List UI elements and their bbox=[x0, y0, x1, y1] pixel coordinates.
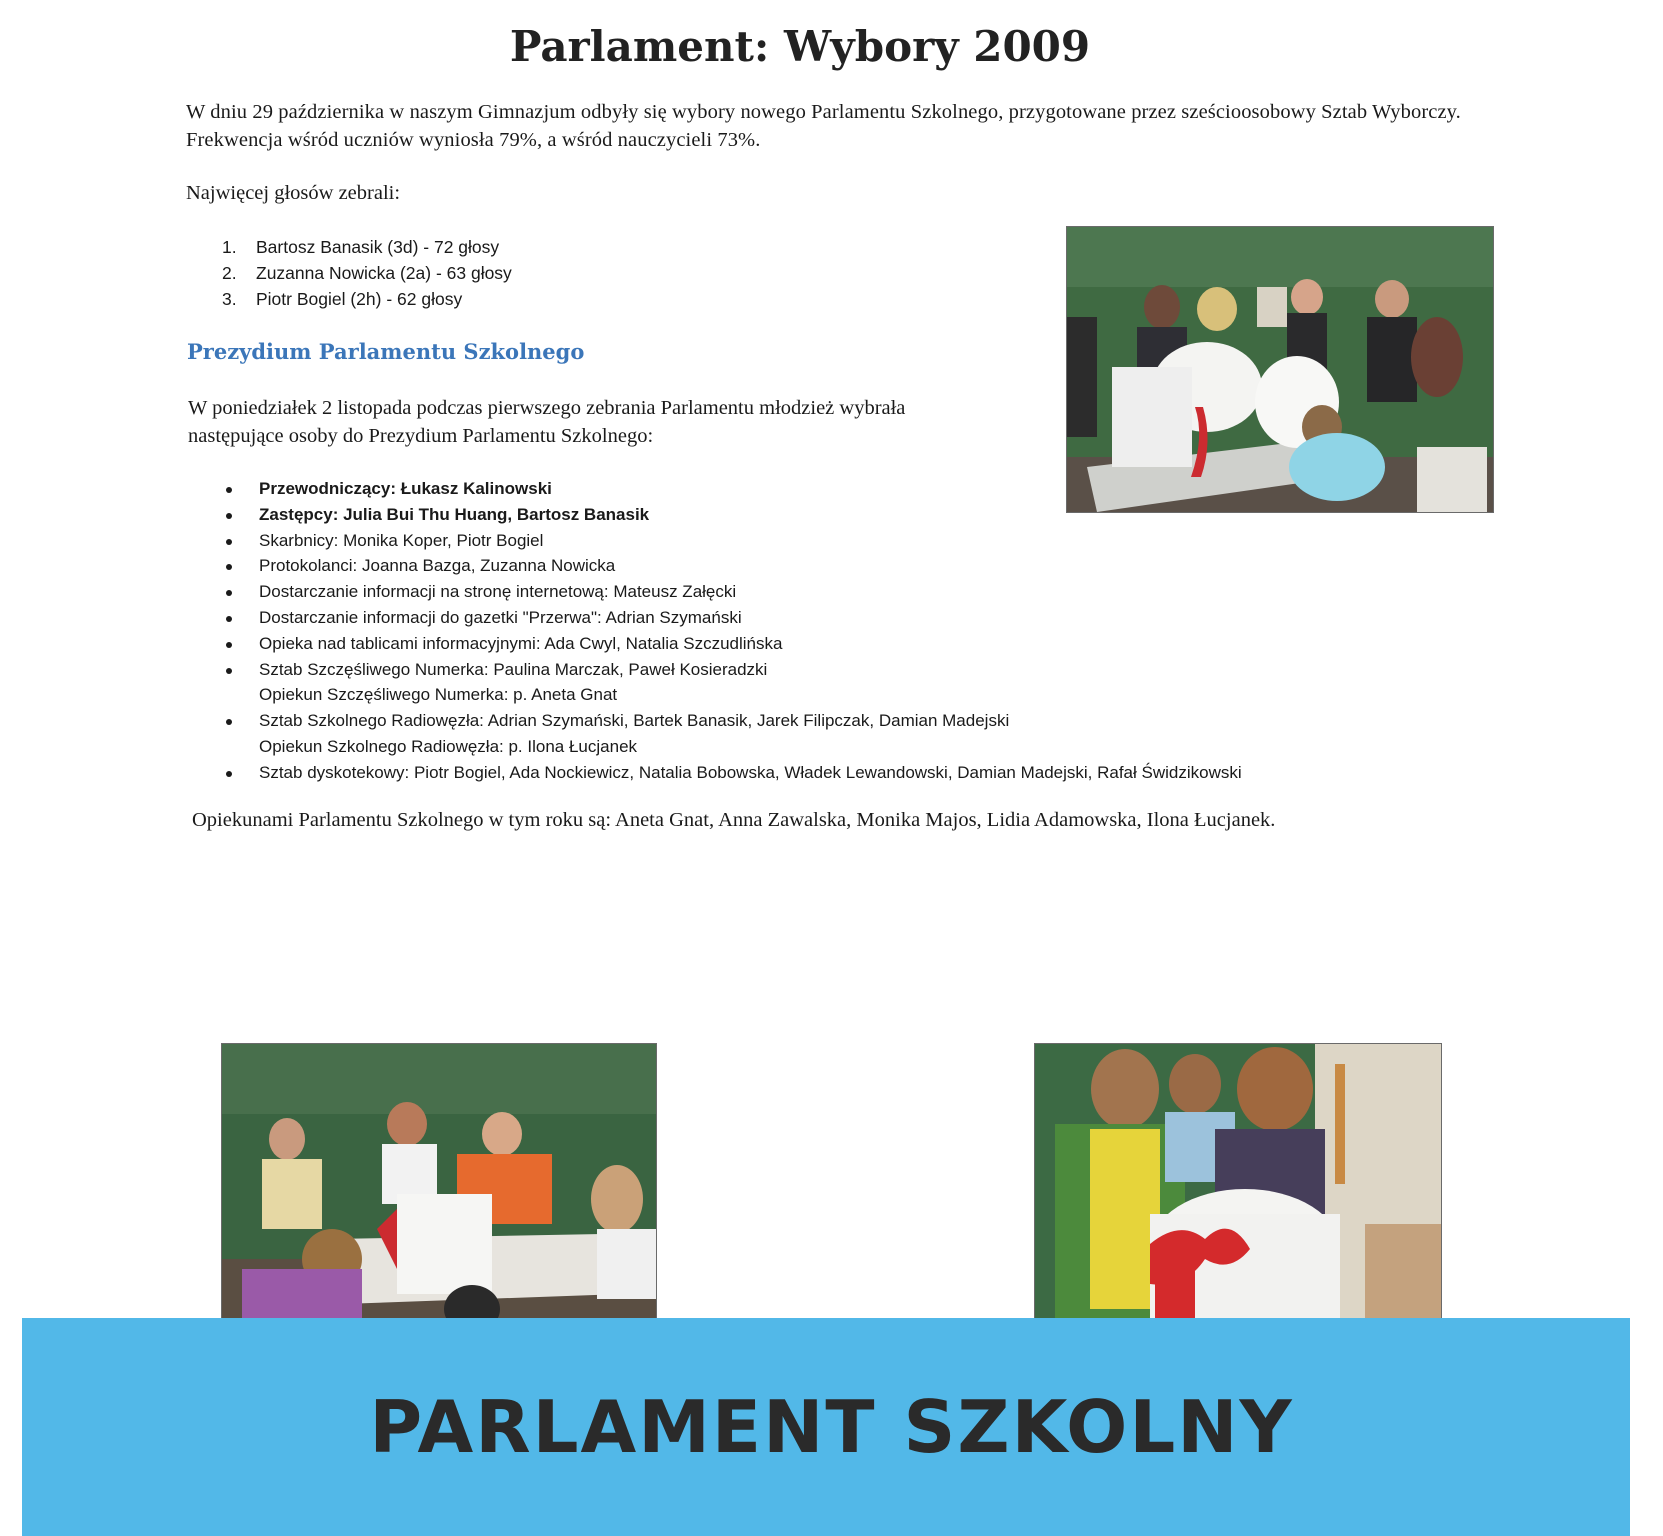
most-votes-label: Najwięcej głosów zebrali: bbox=[186, 182, 401, 204]
list-number: 3. bbox=[222, 289, 237, 309]
role-subtext: Opiekun Szkolnego Radiowęzła: p. Ilona Łucjanek bbox=[259, 736, 638, 756]
list-item bbox=[224, 605, 1424, 631]
role-text: Przewodniczący: Łukasz Kalinowski bbox=[259, 479, 552, 498]
intro-paragraph: W dniu 29 października w naszym Gimnazjum odbyły się wybory nowego Parlamentu Szkolnego, przygotowane przez sześcioosobowy Sztab Wyborczy. Frekwencja wśród uczniów wyniosła 79%, a wśród nauczycieli 73%. bbox=[186, 101, 1461, 151]
banner-title: PARLAMENT SZKOLNY bbox=[369, 1385, 1294, 1469]
role-text: Sztab Szczęśliwego Numerka: Paulina Marczak, Paweł Kosieradzki bbox=[259, 659, 768, 679]
bullet-icon bbox=[226, 642, 232, 648]
election-photo-1 bbox=[1066, 226, 1494, 513]
list-number: 2. bbox=[222, 263, 237, 283]
list-number: 1. bbox=[222, 237, 237, 257]
photo-illustration bbox=[1035, 1044, 1441, 1324]
bullet-icon bbox=[226, 668, 232, 674]
role-text: Dostarczanie informacji na stronę internetową: Mateusz Załęcki bbox=[259, 582, 737, 602]
role-text: Skarbnicy: Monika Koper, Piotr Bogiel bbox=[259, 530, 544, 550]
list-item bbox=[224, 579, 1424, 605]
presidium-heading: Prezydium Parlamentu Szkolnego bbox=[187, 339, 585, 364]
role-subtext: Opiekun Szczęśliwego Numerka: p. Aneta Gnat bbox=[259, 685, 618, 705]
bullet-icon bbox=[226, 539, 232, 545]
bullet-icon bbox=[226, 513, 232, 519]
list-item bbox=[224, 657, 1424, 709]
role-text: Opieka nad tablicami informacyjnymi: Ada Cwyl, Natalia Szczudlińska bbox=[259, 633, 783, 653]
photo-illustration bbox=[1067, 227, 1493, 512]
page-title: Parlament: Wybory 2009 bbox=[509, 22, 1091, 71]
bullet-icon bbox=[226, 616, 232, 622]
list-item bbox=[222, 260, 512, 286]
role-text: Dostarczanie informacji do gazetki "Przerwa": Adrian Szymański bbox=[259, 607, 742, 627]
election-photo-3 bbox=[1034, 1043, 1442, 1325]
bullet-icon bbox=[226, 564, 232, 570]
guardians-paragraph: Opiekunami Parlamentu Szkolnego w tym roku są: Aneta Gnat, Anna Zawalska, Monika Majos, Lidia Adamowska, Ilona Łucjanek. bbox=[192, 809, 1276, 831]
candidate-text: Zuzanna Nowicka (2a) - 63 głosy bbox=[256, 263, 512, 283]
bullet-icon bbox=[226, 487, 232, 493]
role-text: Zastępcy: Julia Bui Thu Huang, Bartosz Banasik bbox=[259, 504, 650, 524]
candidate-text: Piotr Bogiel (2h) - 62 głosy bbox=[256, 289, 463, 309]
list-item bbox=[222, 286, 512, 312]
bullet-icon bbox=[226, 590, 232, 596]
role-text: Sztab dyskotekowy: Piotr Bogiel, Ada Nockiewicz, Natalia Bobowska, Władek Lewandowski, Damian Madejski, Rafał Świdzikowski bbox=[259, 762, 1242, 782]
top-candidates-list bbox=[222, 234, 512, 312]
list-item bbox=[224, 631, 1424, 657]
bullet-icon bbox=[226, 719, 232, 725]
list-item bbox=[224, 553, 1424, 579]
list-item bbox=[224, 708, 1424, 760]
presidium-intro-paragraph: W poniedziałek 2 listopada podczas pierwszego zebrania Parlamentu młodzież wybrała następujące osoby do Prezydium Parlamentu Szkolnego: bbox=[188, 397, 906, 447]
candidate-text: Bartosz Banasik (3d) - 72 głosy bbox=[256, 237, 500, 257]
role-text: Sztab Szkolnego Radiowęzła: Adrian Szymański, Bartek Banasik, Jarek Filipczak, Damian Madejski bbox=[259, 711, 1010, 731]
list-item bbox=[222, 234, 512, 260]
list-item bbox=[224, 528, 1424, 554]
bullet-icon bbox=[226, 771, 232, 777]
election-photo-2 bbox=[221, 1043, 657, 1329]
role-text: Protokolanci: Joanna Bazga, Zuzanna Nowicka bbox=[259, 556, 616, 576]
roles-list bbox=[224, 476, 1424, 786]
photo-illustration bbox=[222, 1044, 656, 1328]
list-item bbox=[224, 760, 1424, 786]
